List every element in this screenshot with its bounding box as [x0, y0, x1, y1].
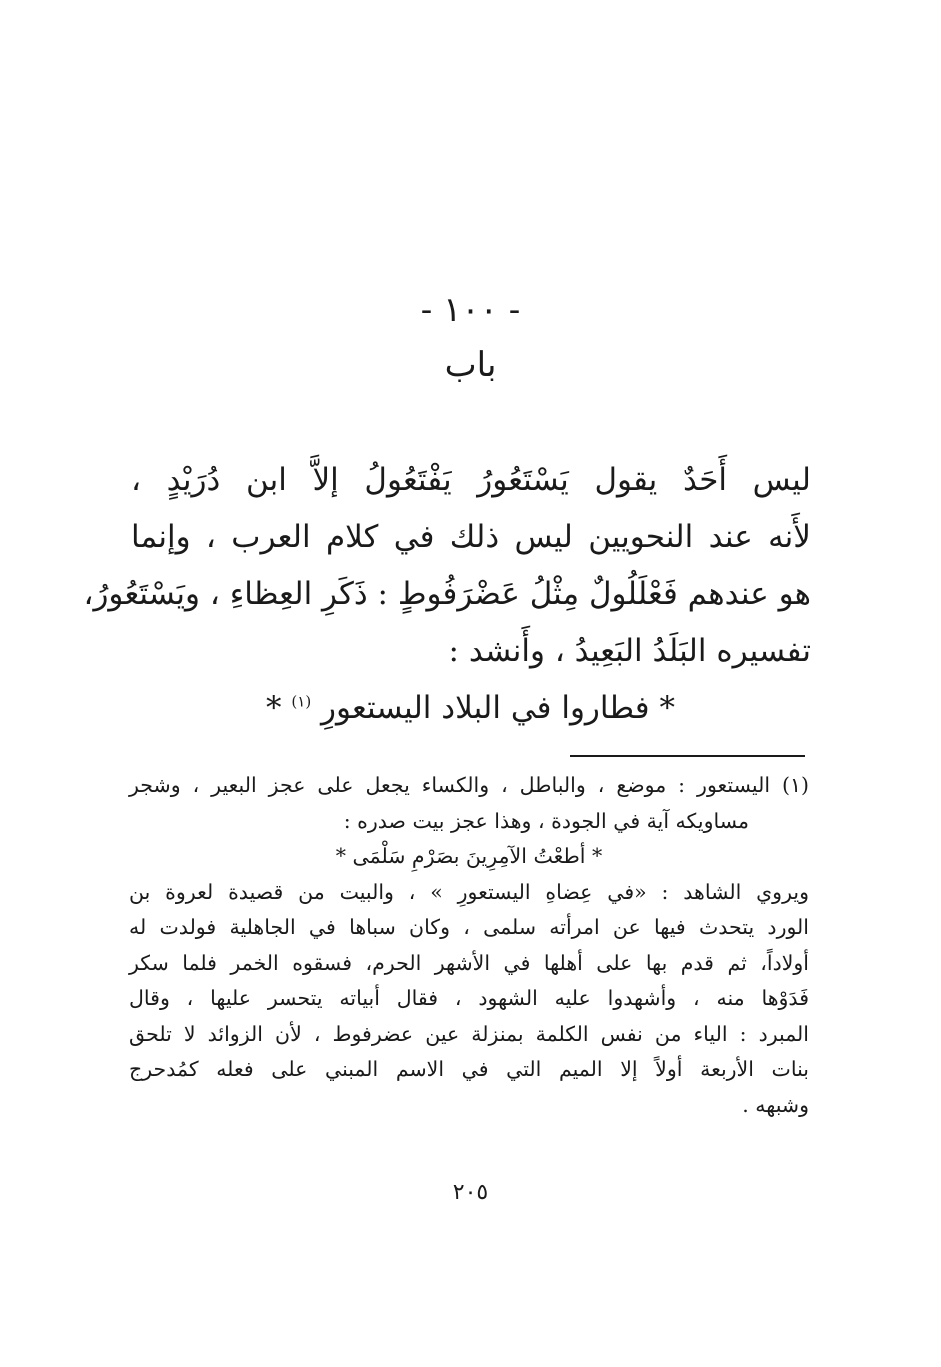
main-text-line: لأَنه عند النحويين ليس ذلك في كلام العرب ، وإنما	[131, 519, 811, 555]
footnote-line: الورد يتحدث فيها عن امرأته سلمى ، وكان سباها في الجاهلية فولدت له	[129, 915, 809, 939]
footnote-line: (١) اليستعور : موضع ، والباطل ، والكساء يجعل على عجز البعير ، وشجر	[129, 773, 809, 797]
footnote-line: بنات الأربعة أولاً إلا الميم التي في الاسم المبني على فعله كمُدحرج	[129, 1057, 809, 1081]
footnote-line: أولاداً، ثم قدم بها على أهلها في الأشهر الحرم، فسقوه الخمر فلما سكر	[129, 950, 809, 975]
footnote-verse: * أطعْتُ الآمِرِينَ بصَرْمِ سَلْمَى *	[335, 844, 603, 868]
verse-text: * فطاروا في البلاد اليستعورِ	[321, 690, 675, 726]
footnote-divider	[570, 755, 805, 757]
main-text	[83, 452, 811, 680]
footnote-line: ويروي الشاهد : «في عِضاهِ اليستعورِ » ، والبيت من قصيدة لعروة بن	[129, 879, 809, 904]
page-number: ٢٠٥	[452, 1180, 489, 1205]
main-text-line: هو عندهم فَعْلَلُولٌ مِثْلُ عَضْرَفُوطٍ : ذَكَرِ العِظاءِ ، ويَسْتَعُورُ،	[83, 576, 811, 612]
main-text-line: ليس أَحَدٌ يقول يَسْتَعُورُ يَفْتَعُولُ إلاَّ ابن دُرَيْدٍ ،	[131, 462, 811, 498]
main-text-line: تفسيره البَلَدُ البَعِيدُ ، وأَنشد :	[448, 633, 811, 669]
footnote-reference[interactable]: (١)	[291, 692, 312, 711]
section-title: باب	[444, 345, 497, 385]
poetry-verse	[0, 690, 941, 726]
footnote-line: مساويكه آية في الجودة ، وهذا عجز بيت صدره :	[343, 808, 749, 833]
footnote-line: المبرد : الياء من نفس الكلمة بمنزلة عين عضرفوط ، لأن الزوائد لا تلحق	[129, 1021, 809, 1046]
footnotes	[129, 768, 809, 1123]
verse-end-mark: *	[266, 690, 282, 726]
section-number: - ١٠٠ -	[420, 290, 521, 330]
footnote-line: فَدَوْها منه ، وأشهدوا عليه الشهود ، فقال أبياته يتحسر عليها ، وقال	[129, 986, 809, 1010]
footnote-line: وشبهه .	[742, 1092, 809, 1117]
